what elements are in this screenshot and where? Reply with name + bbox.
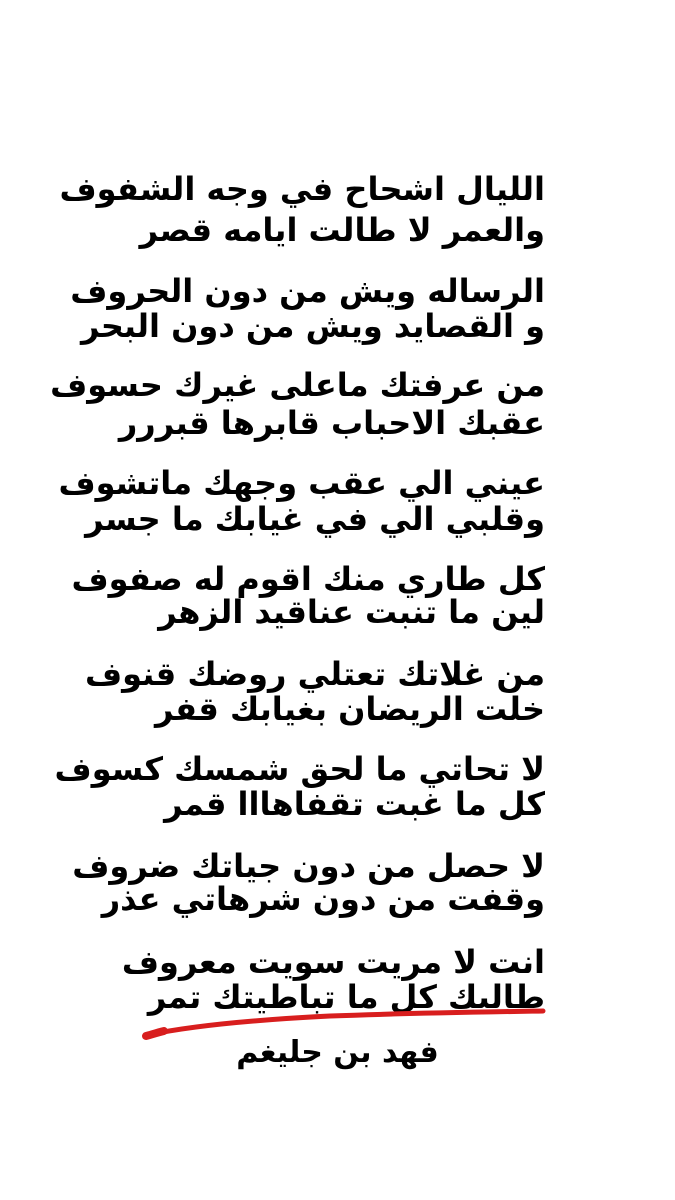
poem-line: عيني الي عقب وجهك ماتشوف bbox=[58, 464, 545, 502]
poem-line: الليال اشحاح في وجه الشفوف bbox=[59, 170, 545, 208]
poem-line: من غلاتك تعتلي روضك قنوف bbox=[85, 655, 545, 693]
poem-line: لين ما تنبت عناقيد الزهر bbox=[158, 593, 545, 631]
poem-line: الرساله ويش من دون الحروف bbox=[70, 272, 545, 310]
poem-line: طالبك كل ما تباطيتك تمر bbox=[147, 978, 545, 1016]
poem-line: وقفت من دون شرهاتي عذر bbox=[101, 880, 545, 918]
poem-line: و القصايد ويش من دون البحر bbox=[80, 307, 545, 345]
poem-line: لا حصل من دون جياتك ضروف bbox=[72, 847, 545, 885]
poem-line: كل ما غبت تقفاهااا قمر bbox=[164, 785, 545, 823]
poem-line: كل طاري منك اقوم له صفوف bbox=[71, 560, 545, 598]
poem-line: خلت الريضان بغيابك قفر bbox=[154, 690, 545, 728]
poem-line: لا تحاتي ما لحق شمسك كسوف bbox=[54, 750, 545, 788]
poem-line: من عرفتك ماعلى غيرك حسوف bbox=[50, 366, 545, 404]
poet-name: فهد بن جليغم bbox=[236, 1035, 439, 1070]
poem-line: انت لا مريت سويت معروف bbox=[121, 943, 545, 981]
poem-line: والعمر لا طالت ايامه قصر bbox=[139, 211, 545, 249]
poem-line: عقبك الاحباب قابرها قبررر bbox=[118, 404, 545, 442]
poem-line: وقلبي الي في غيابك ما جسر bbox=[85, 500, 545, 538]
